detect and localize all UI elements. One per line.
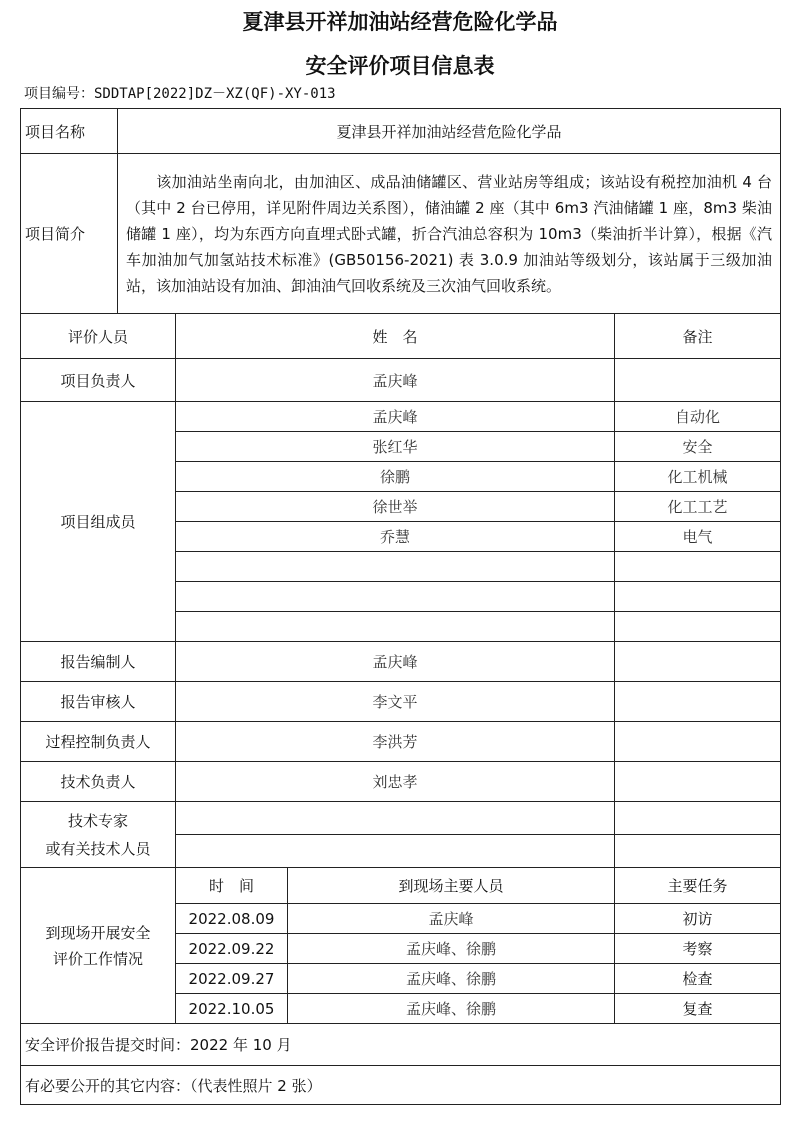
process-control-row: [21, 722, 781, 762]
project-number: 项目编号：SDDTAP[2022]DZ－XZ(QF)-XY-013: [24, 86, 336, 102]
member-name: [176, 582, 615, 612]
experts-name: [176, 835, 615, 868]
tech-lead-label: 技术负责人: [21, 762, 176, 802]
process-control-name: 李洪芳: [176, 722, 615, 762]
report-author-label: 报告编制人: [21, 642, 176, 682]
project-summary-row: [21, 154, 781, 314]
process-control-label: 过程控制负责人: [21, 722, 176, 762]
report-author-name: 孟庆峰: [176, 642, 615, 682]
report-reviewer-label: 报告审核人: [21, 682, 176, 722]
experts-label-line1: 技术专家: [67, 811, 128, 830]
member-note: 化工机械: [615, 462, 781, 492]
project-name-row: [21, 109, 781, 154]
tech-lead-row: [21, 762, 781, 802]
site-header-task: 主要任务: [615, 868, 781, 904]
member-note: 电气: [615, 522, 781, 552]
member-name: 张红华: [176, 432, 615, 462]
member-note: [615, 612, 781, 642]
project-name-value: 夏津县开祥加油站经营危险化学品: [118, 109, 781, 154]
header-name: 姓 名: [176, 314, 615, 359]
site-time: 2022.08.09: [176, 904, 288, 934]
document-title-line2: 安全评价项目信息表: [305, 54, 495, 78]
tech-lead-note: [615, 762, 781, 802]
report-author-row: [21, 642, 781, 682]
experts-name: [176, 802, 615, 835]
member-name: 孟庆峰: [176, 402, 615, 432]
project-info-table: [20, 108, 781, 1105]
header-note: 备注: [615, 314, 781, 359]
member-note: 安全: [615, 432, 781, 462]
leader-row: [21, 359, 781, 402]
site-work-header-row: [21, 868, 781, 904]
experts-note: [615, 802, 781, 835]
experts-label-line2: 或有关技术人员: [45, 839, 151, 858]
site-work-label-line1: 到现场开展安全: [45, 923, 151, 942]
project-summary-cell: [118, 154, 781, 314]
leader-name: 孟庆峰: [176, 359, 615, 402]
document-title-line1: 夏津县开祥加油站经营危险化学品: [242, 10, 558, 34]
member-note: [615, 582, 781, 612]
site-time: 2022.10.05: [176, 994, 288, 1024]
site-header-time: 时 间: [176, 868, 288, 904]
site-task: 初访: [615, 904, 781, 934]
header-role: 评价人员: [21, 314, 176, 359]
member-note: 化工工艺: [615, 492, 781, 522]
site-people: 孟庆峰: [288, 904, 615, 934]
leader-note: [615, 359, 781, 402]
site-header-people: 到现场主要人员: [288, 868, 615, 904]
site-task: 检查: [615, 964, 781, 994]
other-content: 有必要公开的其它内容：（代表性照片 2 张）: [21, 1066, 781, 1105]
report-reviewer-note: [615, 682, 781, 722]
site-people: 孟庆峰、徐鹏: [288, 964, 615, 994]
member-name: [176, 552, 615, 582]
leader-label: 项目负责人: [21, 359, 176, 402]
member-name: [176, 612, 615, 642]
members-label: 项目组成员: [21, 402, 176, 642]
project-summary-label: 项目简介: [21, 154, 118, 314]
process-control-note: [615, 722, 781, 762]
site-people: 孟庆峰、徐鹏: [288, 934, 615, 964]
experts-label: [21, 802, 176, 868]
member-name: 徐鹏: [176, 462, 615, 492]
site-work-label-line2: 评价工作情况: [52, 949, 143, 968]
site-time: 2022.09.22: [176, 934, 288, 964]
experts-row: [21, 802, 781, 835]
tech-lead-name: 刘忠孝: [176, 762, 615, 802]
site-work-label: [21, 868, 176, 1024]
submit-time-row: [21, 1024, 781, 1066]
member-note: 自动化: [615, 402, 781, 432]
submit-time: 安全评价报告提交时间：2022 年 10 月: [21, 1024, 781, 1066]
project-summary-text: 该加油站坐南向北，由加油区、成品油储罐区、营业站房等组成；该站设有税控加油机 4 台（其中 2 台已停用，详见附件周边关系图），储油罐 2 座（其中 6m3 汽油储罐 1 座，8m3 柴油储罐 1 座），均为东西方向直埋式卧式罐，折合汽油总容积为 10m3（柴油折半计算），根据《汽车加油加气加氢站技术标准》(GB50156-2021) 表 3.0.9 加油站等级划分，该站属于三级加油站，该加油站设有加油、卸油油气回收系统及三次油气回收系统。: [126, 172, 773, 295]
other-content-row: [21, 1066, 781, 1105]
report-reviewer-row: [21, 682, 781, 722]
report-reviewer-name: 李文平: [176, 682, 615, 722]
member-name: 乔慧: [176, 522, 615, 552]
experts-note: [615, 835, 781, 868]
site-task: 考察: [615, 934, 781, 964]
member-note: [615, 552, 781, 582]
project-name-label: 项目名称: [21, 109, 118, 154]
report-author-note: [615, 642, 781, 682]
site-time: 2022.09.27: [176, 964, 288, 994]
member-name: 徐世举: [176, 492, 615, 522]
personnel-header-row: [21, 314, 781, 359]
site-task: 复查: [615, 994, 781, 1024]
site-people: 孟庆峰、徐鹏: [288, 994, 615, 1024]
member-row: [21, 402, 781, 432]
